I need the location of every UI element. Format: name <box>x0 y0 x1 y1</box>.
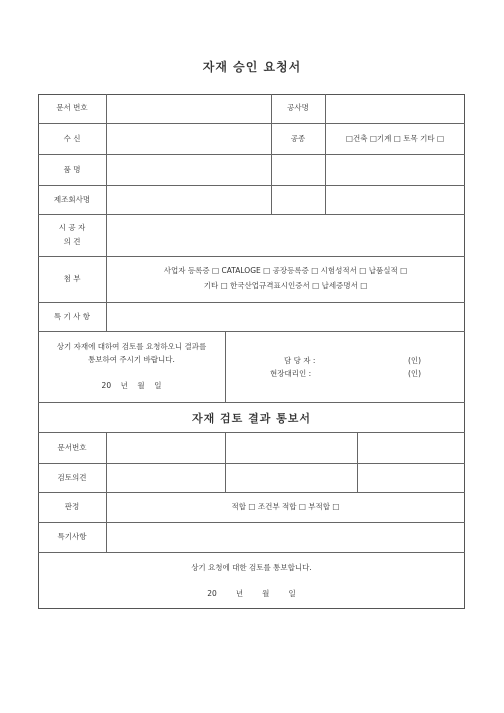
remarks-label: 특 기 사 항 <box>53 312 91 321</box>
column-divider <box>106 94 107 331</box>
judgment-label: 판정 <box>64 502 80 511</box>
trade-label: 공종 <box>290 134 306 143</box>
row-divider <box>38 154 465 155</box>
row-divider <box>38 522 465 523</box>
manager-seal: (인) <box>408 356 422 365</box>
request-date: 20 년 월 일 <box>101 381 162 390</box>
column-divider <box>225 331 226 402</box>
request-statement-line2: 통보하여 주시기 바랍니다. <box>88 355 175 364</box>
manager-label: 담 당 자 : <box>284 356 316 365</box>
review-remarks-label: 특기사항 <box>57 532 87 541</box>
recipient-label: 수 신 <box>63 134 81 143</box>
row-divider <box>38 185 465 186</box>
page-title: 자재 승인 요청서 <box>202 60 302 74</box>
notice-statement: 상기 요청에 대한 검토를 통보합니다. <box>191 563 312 572</box>
row-divider <box>38 463 465 464</box>
judgment-options[interactable]: 적합 □ 조건부 적합 □ 부적합 □ <box>231 502 340 511</box>
project-label: 공사명 <box>287 103 309 112</box>
review-opinion-label: 검토의견 <box>57 473 87 482</box>
row-divider <box>38 302 465 303</box>
section-divider <box>38 402 465 403</box>
review-doc-no-label: 문서번호 <box>57 443 87 452</box>
column-divider <box>106 432 107 552</box>
column-divider <box>357 432 358 492</box>
row-divider <box>38 214 465 215</box>
site-agent-seal: (인) <box>408 369 422 378</box>
site-agent-label: 현장대리인 : <box>270 369 312 378</box>
attach-options-line1[interactable]: 사업자 등록증 □ CATALOGE □ 공장등록증 □ 시험성적서 □ 납품실적 □ <box>163 266 408 275</box>
request-statement-line1: 상기 자재에 대하여 검토를 요청하오니 결과를 <box>56 342 207 351</box>
review-title: 자재 검토 결과 통보서 <box>191 412 312 425</box>
attach-label: 첨 부 <box>63 274 81 283</box>
row-divider <box>38 492 465 493</box>
row-divider <box>38 331 465 332</box>
column-divider <box>225 432 226 492</box>
column-divider <box>325 94 326 214</box>
row-divider <box>38 123 465 124</box>
row-divider <box>38 552 465 553</box>
notice-date: 20 년 월 일 <box>207 589 296 598</box>
maker-label: 제조회사명 <box>53 195 91 204</box>
doc-no-label: 문서 번호 <box>56 103 88 112</box>
trade-options[interactable]: □건축 □기계 □ 토목 기타 □ <box>345 134 445 143</box>
opinion-label-line2: 의 견 <box>63 237 81 246</box>
row-divider <box>38 432 465 433</box>
attach-options-line2[interactable]: 기타 □ 한국산업규격표시인증서 □ 납세증명서 □ <box>203 281 368 290</box>
item-label: 품 명 <box>63 165 81 174</box>
opinion-label-line1: 시 공 자 <box>58 223 86 232</box>
row-divider <box>38 256 465 257</box>
